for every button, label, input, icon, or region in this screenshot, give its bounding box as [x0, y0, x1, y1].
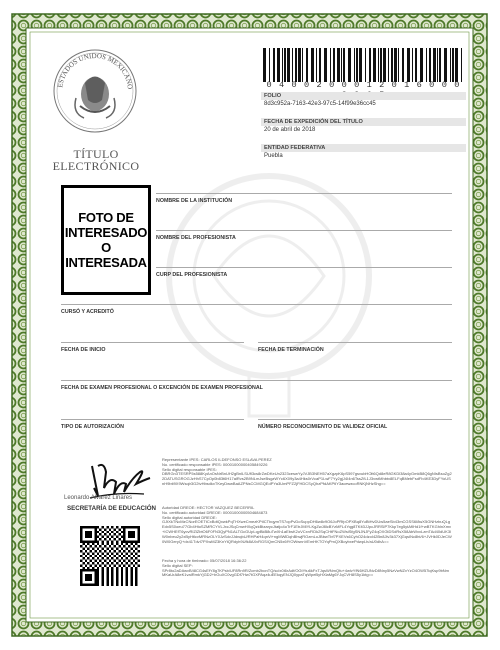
- field-line: [61, 342, 244, 343]
- folio-label: FOLIO: [261, 92, 466, 100]
- field-line: [156, 193, 452, 194]
- sep-block: Fecha y hora de timbrado: 05/07/2018 16:36:22 Sello digital SEP: SPr8to2aDAwvB/i8CG4sEfY8g7KPsb/UF8Rn9R/Zcmb2bonTQ/scIx0i6rAdf/OGtYtu6kFxTJqsWNmQfu+4wlvYfN6HZUNvD8Nny5NzVwNZvYzO4OW57iqKsp9bNmMKaUrA8eK1vaIRmkYjGD2+bGuXC0vgGDf7Hw7tGXPAqz4uEEkqyENJQ0ypaTqWpeByHXlaMg6YJqCVH8S5y1ktg==: [162, 558, 450, 578]
- fecha-expedicion-value: 20 de abril de 2018: [264, 127, 316, 133]
- field-line: [156, 267, 452, 268]
- field-line: [61, 380, 452, 381]
- photo-placeholder-text: FOTO DE INTERESADO O INTERESADA: [64, 210, 148, 270]
- title-line-1: TÍTULO: [73, 147, 119, 161]
- reconocimiento-label: NÚMERO RECONOCIMIENTO DE VALIDEZ OFICIAL: [258, 424, 388, 430]
- field-line: [61, 304, 452, 305]
- field-line: [61, 419, 244, 420]
- barcode: [261, 48, 466, 82]
- title-line-2: ELECTRÓNICO: [52, 159, 140, 173]
- dreoe-block: Autoridad DREOE: HECTOR VAZQUEZ BECERRIL No. certificado autoridad DREOE: 00001000000504684873 Sello digital autoridad DREOE: GJtXkTNcMzCNorEOETtCxBdtQxwkPqTHXweCmezKPtICTbqymTS7opPvDoSuppDH6w8v9O6JoPRfpOPXBq8YuBtHvDUw5aeSb43mCGSS6I8wX5GNHzbuQLgEdx5S0oeu77Gb4HtoSZMRCYVLJxcJSqCmwHXqQzkBtzarycJtatjo4oTrF1EtrJMlYLKgZwJ8lcBYzMFL4Yqg8TKIt3JJpcJRRSlP7Kkp7eg5ytAfIHd1f+wBTKGhlnXmv+ICWHEfT6ycvRIZlZbtO6F0FN3QyPN1ALTGcGUpLqyBkB8uTwXh1aEbsK2oVCxnFlDk2SqCHtFNoZWsiSfgSNJNJFyZ4qOXGtDSdRsX58AbWxxLzmTAd40dUK3lW0nbeu2y2xByHtlcvMRNzOLY0JzSdvJJdnqbU/RHPaH4qnVi+ngMWlDqhBhwjROzmLoJBbwTbf7PXEVs6CyhO24dzoI42Bn8Jlv3k37XjGqsINc8ht/6+JVHk0DJeCW0W0GeryQ+dx41TdvI7PXwMZ3KnYtQRdyh9Ufk8AXvRGS/QmCN5x6fYOWwnnVEmHKTOYqPmQXBoybxePdwpLh/aU0dhA==: [162, 505, 452, 544]
- fecha-terminacion-label: FECHA DE TERMINACIÓN: [258, 347, 324, 353]
- document-title: [44, 148, 148, 172]
- qr-code: [80, 526, 140, 586]
- field-line: [258, 419, 452, 420]
- fecha-examen-label: FECHA DE EXAMEN PROFESIONAL O EXCENCIÓN DE EXAMEN PROFESIONAL: [61, 385, 263, 391]
- folio-value: 8d3c952a-7163-42e3-97c5-14f99e36cc45: [264, 101, 376, 107]
- curp-label: CURP DEL PROFESIONISTA: [156, 272, 228, 278]
- ipes-block: Representante IPES: CARLOS ILDEFONSO ESLAVA PEREZ No. certificado responsable IPES: 00001000000405849226 Sello digital responsable IPES: DBRGn3TESRP5s588KyAnOsNrBnUH2gBnlLSUfl3cs8rZwDKeUn2323ceswYyJVJB3NEH57aXgzpK6pS597gsvubHOlt6Qd8eR8GKDl38a4yGmkB8Q6gNIsBsoZg22DATUSGROGJzHhS7CpOp0b83t6H17alRvs2B9NLmJseBsgzWYc6X09y3a4Hks0rVcaP1LwF7Yy2gjJ4I4n6TssZfL1J3vwtMhbtx8ELFqBMebFsdFb4KE3DyFYoUSnH9bti9X9Wsqlr3G2tvHbsdkxTKeyDwwBaAZPNsCCMGQEdPYa3UmPFZ2jFHDCSyQhzPfdAKPtlY3acewzcoRNKjNHzShg==: [162, 457, 452, 486]
- svg-text:ESTADOS UNIDOS MEXICANOS: ESTADOS UNIDOS MEXICANO: [56, 51, 135, 90]
- entidad-value: Puebla: [264, 153, 283, 159]
- profesionista-label: NOMBRE DEL PROFESIONISTA: [156, 235, 236, 241]
- title-document: [4, 6, 495, 644]
- photo-placeholder: [61, 185, 151, 295]
- signer-name: Leonardo Alvarez Linares: [64, 495, 133, 501]
- secretaria-label: SECRETARÍA DE EDUCACIÓN: [66, 505, 157, 512]
- fecha-inicio-label: FECHA DE INICIO: [61, 347, 106, 353]
- tipo-autorizacion-label: TIPO DE AUTORIZACIÓN: [61, 424, 124, 430]
- field-line: [258, 342, 452, 343]
- entidad-label: ENTIDAD FEDERATIVA: [261, 144, 466, 152]
- institucion-label: NOMBRE DE LA INSTITUCIÓN: [156, 198, 233, 204]
- curso-label: CURSÓ Y ACREDITÓ: [61, 309, 114, 315]
- mexico-seal: [52, 48, 138, 134]
- fecha-expedicion-label: FECHA DE EXPEDICIÓN DEL TÍTULO: [261, 118, 466, 126]
- field-line: [156, 230, 452, 231]
- barcode-number: 0 4 0 0 2 0 0 0 1 2 0 1 6 0 0 0: [266, 80, 461, 90]
